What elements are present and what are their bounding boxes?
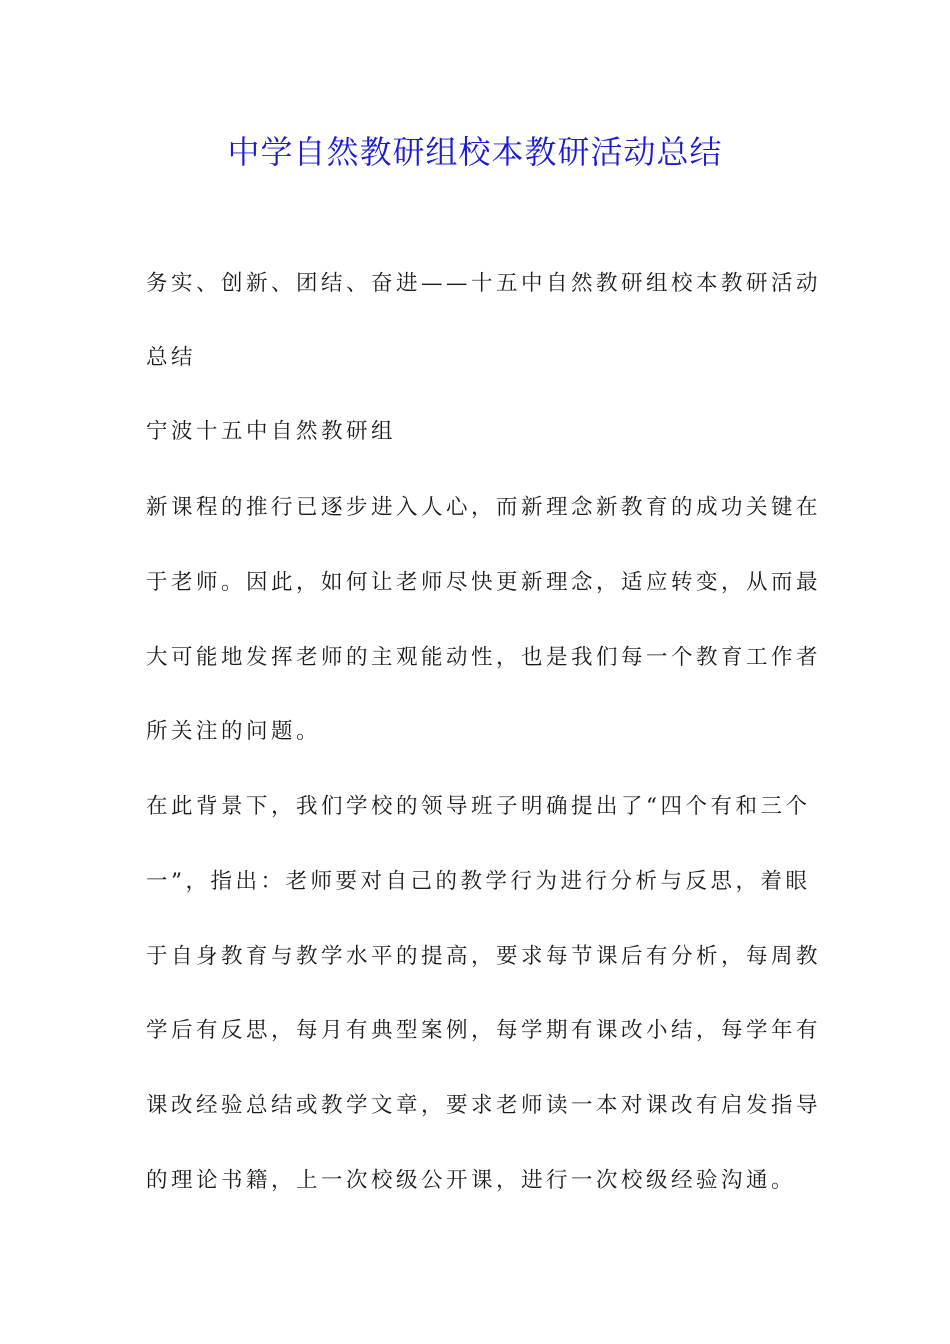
paragraph-1-line-4: 所关注的问题。 [146,719,322,744]
paragraph-1-line-3: 大可能地发挥老师的主观能动性，也是我们每一个教育工作者 [146,645,822,670]
paragraph-2-line-5: 课改经验总结或教学文章，要求老师读一本对课改有启发指导 [146,1093,822,1118]
paragraph-2-line-4: 学后有反思，每月有典型案例，每学期有课改小结，每学年有 [146,1018,822,1043]
paragraph-1-line-2: 于老师。因此，如何让老师尽快更新理念，适应转变，从而最 [146,570,822,595]
paragraph-1-line-1: 新课程的推行已逐步进入人心，而新理念新教育的成功关键在 [146,495,822,520]
document-title: 中学自然教研组校本教研活动总结 [227,133,723,171]
author-line: 宁波十五中自然教研组 [146,419,397,444]
paragraph-2-line-3: 于自身教育与教学水平的提高，要求每节课后有分析，每周教 [146,944,822,969]
paragraph-2-line-1: 在此背景下，我们学校的领导班子明确提出了“四个有和三个 [146,794,811,819]
paragraph-2-line-6: 的理论书籍，上一次校级公开课，进行一次校级经验沟通。 [146,1168,797,1193]
subtitle-line-1: 务实、创新、团结、奋进——十五中自然教研组校本教研活动 [146,271,822,296]
paragraph-2-line-2: 一”，指出：老师要对自己的教学行为进行分析与反思，着眼 [146,869,811,894]
subtitle-line-2: 总结 [146,345,197,370]
